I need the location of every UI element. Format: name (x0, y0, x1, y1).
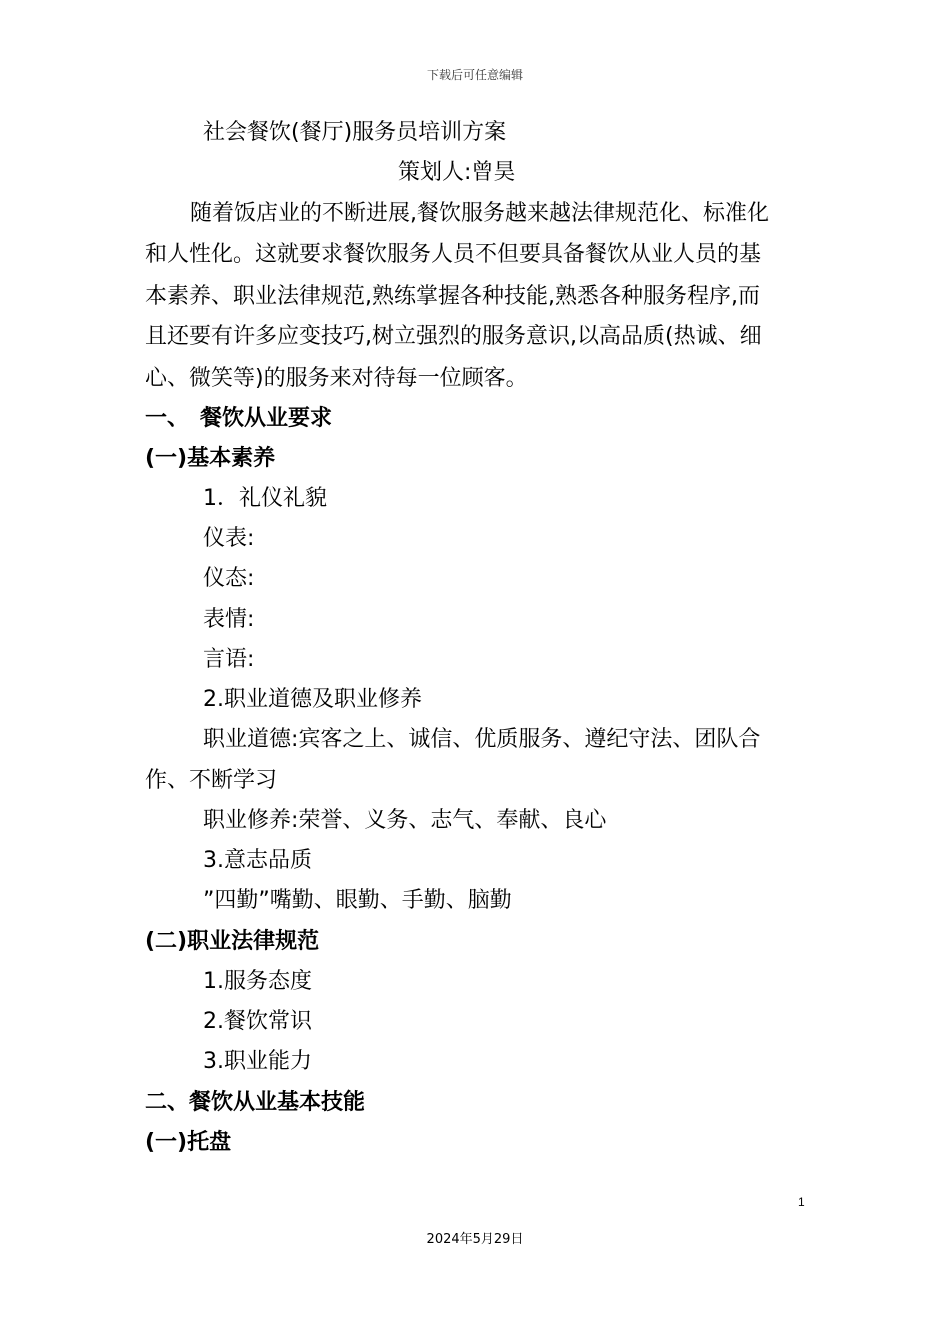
section-heading-2: 二、餐饮从业基本技能 (145, 1090, 366, 1115)
list-item-catering-knowledge: 2.餐饮常识 (203, 1009, 312, 1034)
document-author: 策划人:曾昊 (398, 160, 516, 185)
ethics-line-2: 作、不断学习 (145, 768, 278, 793)
page-header: 下载后可任意编辑 (426, 68, 523, 82)
label-posture: 仪态: (203, 566, 255, 591)
label-speech: 言语: (203, 647, 255, 672)
intro-line-3: 本素养、职业法律规范,熟练掌握各种技能,熟悉各种服务程序,而 (145, 284, 760, 309)
ethics-line-1: 职业道德:宾客之上、诚信、优质服务、遵纪守法、团队合 (203, 727, 761, 752)
subsection-heading-basic-quality: (一)基本素养 (145, 446, 276, 471)
list-item-professional-ability: 3.职业能力 (203, 1049, 312, 1074)
list-item-willpower: 3.意志品质 (203, 848, 312, 873)
intro-line-5: 心、微笑等)的服务来对待每一位顾客。 (145, 366, 528, 391)
section-heading-1: 一、 餐饮从业要求 (145, 406, 333, 431)
list-item-etiquette: 1．礼仪礼貌 (203, 486, 327, 511)
label-expression: 表情: (203, 607, 255, 632)
intro-line-1: 随着饭店业的不断进展,餐饮服务越来越法律规范化、标准化 (190, 201, 769, 226)
subsection-heading-tray: (一)托盘 (145, 1130, 232, 1155)
intro-line-2: 和人性化。这就要求餐饮服务人员不但要具备餐饮从业人员的基 (145, 242, 762, 267)
four-diligence-line: ”四勤”嘴勤、眼勤、手勤、脑勤 (203, 888, 512, 913)
list-item-service-attitude: 1.服务态度 (203, 969, 312, 994)
list-item-ethics: 2.职业道德及职业修养 (203, 687, 422, 712)
document-title: 社会餐饮(餐厅)服务员培训方案 (203, 120, 507, 145)
intro-line-4: 且还要有许多应变技巧,树立强烈的服务意识,以高品质(热诚、细 (145, 324, 762, 349)
page-number: 1 (798, 1195, 805, 1209)
subsection-heading-professional-norms: (二)职业法律规范 (145, 929, 320, 954)
page-footer-date: 2024年5月29日 (426, 1232, 524, 1247)
cultivation-line: 职业修养:荣誉、义务、志气、奉献、良心 (203, 808, 607, 833)
label-appearance: 仪表: (203, 526, 255, 551)
